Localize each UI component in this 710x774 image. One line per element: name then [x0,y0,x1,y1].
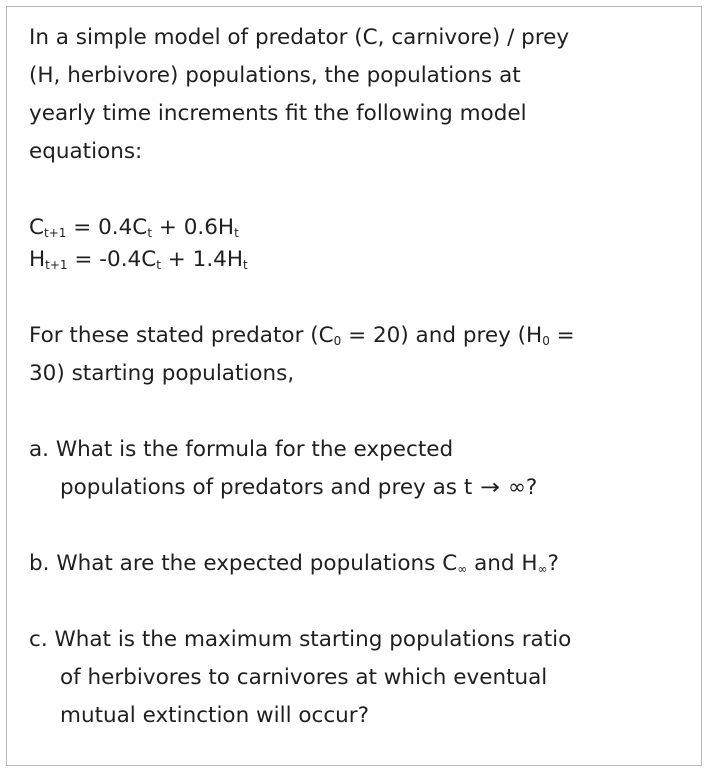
c0-sub: 0 [333,334,342,348]
eq2-sub1: t [156,258,161,272]
eq2-lhs-sub: t+1 [45,258,68,272]
question-b-text-c: ? [547,551,559,576]
h0-sub: 0 [542,334,550,348]
h-infinity-sub: ∞ [537,562,548,576]
question-c-line-2: of herbivores to carnivores at which eventual [60,665,548,690]
question-b-text-a: b. What are the expected populations C [29,551,458,576]
spacer [29,279,689,317]
intro-line-1: In a simple model of predator (C, carnivore) / prey [29,25,570,50]
question-c-line-3: mutual extinction will occur? [60,703,370,728]
conditions-line-1 [29,317,689,355]
spacer [29,583,689,621]
problem-card [6,6,702,766]
intro-line-2: (H, herbivore) populations, the populations at [29,63,521,88]
question-c-line-1: c. What is the maximum starting populations ratio [29,627,572,652]
spacer [29,171,689,209]
eq1-sub2: t [234,226,239,240]
eq2-mid1: = -0.4C [67,247,157,272]
eq1-lhs-sub: t+1 [44,226,67,240]
intro-line-3: yearly time increments fit the following model [29,101,527,126]
eq1-sub1: t [147,226,153,240]
eq1-lhs-var: C [29,215,45,240]
spacer [29,507,689,545]
eq1-mid2: + 0.6H [152,215,235,240]
problem-text [29,19,689,735]
question-a-end: ∞? [501,475,538,500]
c-infinity-sub: ∞ [457,562,468,576]
right-arrow-icon: → [480,475,501,500]
eq1-mid1: = 0.4C [66,215,148,240]
conditions-text-a: For these stated predator (C [29,323,334,348]
question-a-line-1: a. What is the formula for the expected [29,437,454,462]
eq2-sub2: t [243,258,248,272]
question-a-line-2 [29,469,689,507]
eq2-mid2: + 1.4H [160,247,243,272]
equation-herbivore [29,241,689,279]
conditions-text-b: = 20) and prey (H [341,323,543,348]
eq2-lhs-var: H [29,247,46,272]
question-b-text-b: and H [467,551,538,576]
conditions-text-c: = [549,323,575,348]
question-b [29,545,689,583]
conditions-line-2: 30) starting populations, [29,361,295,386]
spacer [29,393,689,431]
question-a-text: populations of predators and prey as t [60,475,480,500]
intro-line-4: equations: [29,139,143,164]
